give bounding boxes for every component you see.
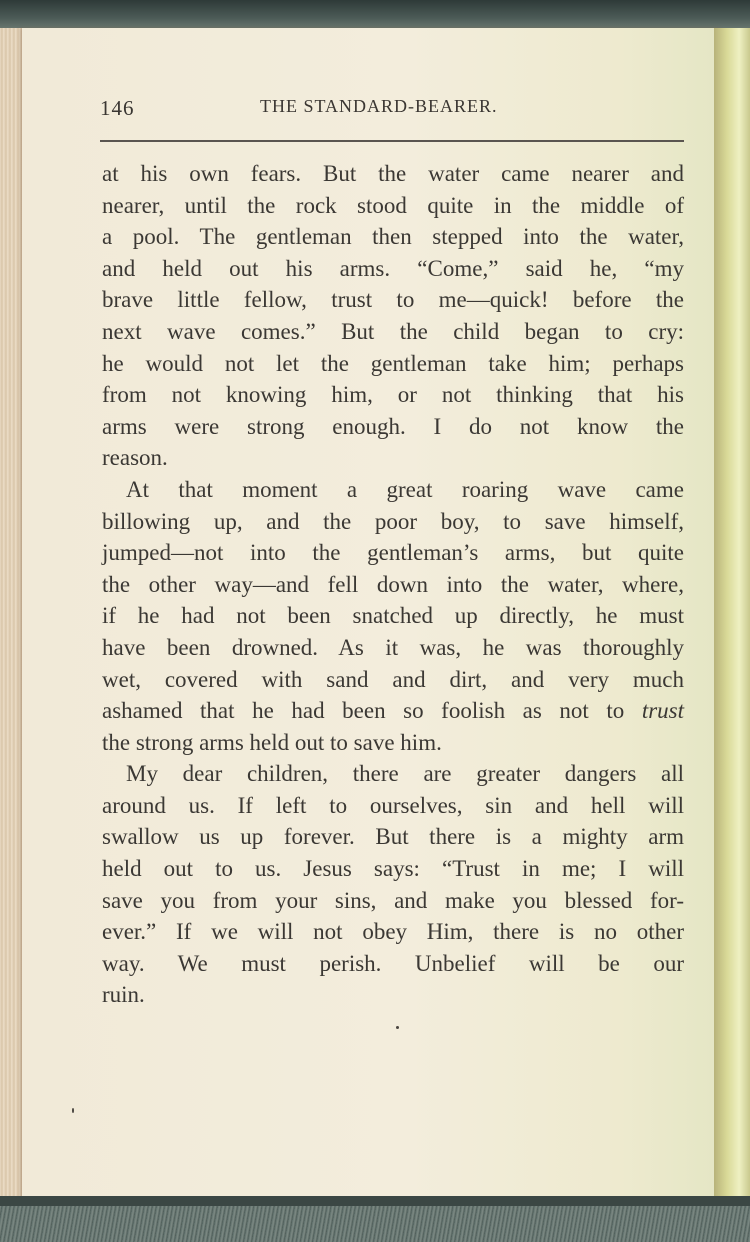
text-line: next wave comes.” But the child began to cry: — [102, 318, 684, 344]
running-head — [100, 96, 684, 126]
text-line: he would not let the gentleman take him; perhaps — [102, 350, 684, 376]
text-line: brave little fellow, trust to me—quick! before the — [102, 287, 684, 313]
text-line: ruin. — [102, 982, 145, 1008]
text-line: if he had not been snatched up directly, he must — [102, 603, 684, 629]
text-line-with-italic — [102, 695, 684, 727]
text-line: a pool. The gentleman then stepped into the water, — [102, 224, 684, 250]
text-line: held out to us. Jesus says: “Trust in me; I will — [102, 856, 684, 882]
text-line: at his own fears. But the water came nearer and — [102, 161, 684, 186]
gutter-shadow — [714, 28, 750, 1198]
text-line: around us. If left to ourselves, sin and hell will — [102, 792, 684, 818]
text-line: jumped—not into the gentleman’s arms, but quite — [102, 540, 684, 566]
italic-word: trust — [641, 698, 684, 724]
body-text — [102, 158, 684, 1011]
text-line: reason. — [102, 445, 168, 471]
book-binding-top — [0, 0, 750, 30]
text-line: arms were strong enough. I do not know the — [102, 413, 684, 439]
text-line: At that moment a great roaring wave came — [126, 476, 684, 502]
page-number: 146 — [100, 96, 135, 120]
text-line: billowing up, and the poor boy, to save himself, — [102, 508, 684, 534]
text-line: way. We must perish. Unbelief will be our — [102, 950, 684, 976]
text-fragment: ashamed that he had been so foolish as not to — [102, 698, 625, 724]
print-speck — [72, 1108, 74, 1113]
book-binding-bottom — [0, 1196, 750, 1242]
text-line: wet, covered with sand and dirt, and very much — [102, 666, 684, 692]
text-line: the other way—and fell down into the water, where, — [102, 571, 684, 597]
text-line: from not knowing him, or not thinking that his — [102, 382, 684, 408]
text-line: ever.” If we will not obey Him, there is no other — [102, 919, 684, 945]
text-line: have been drowned. As it was, he was thoroughly — [102, 634, 684, 660]
text-line: swallow us up forever. But there is a mighty arm — [102, 824, 684, 850]
running-title: THE STANDARD-BEARER. — [260, 96, 498, 116]
text-line: My dear children, there are greater dangers all — [126, 761, 684, 787]
text-line: the strong arms held out to save him. — [102, 729, 442, 755]
text-line: nearer, until the rock stood quite in the middle of — [102, 192, 684, 218]
print-speck — [396, 1026, 399, 1029]
text-line: save you from your sins, and make you blessed for- — [102, 887, 684, 913]
header-rule — [100, 140, 684, 142]
text-line: and held out his arms. “Come,” said he, “my — [102, 255, 684, 281]
